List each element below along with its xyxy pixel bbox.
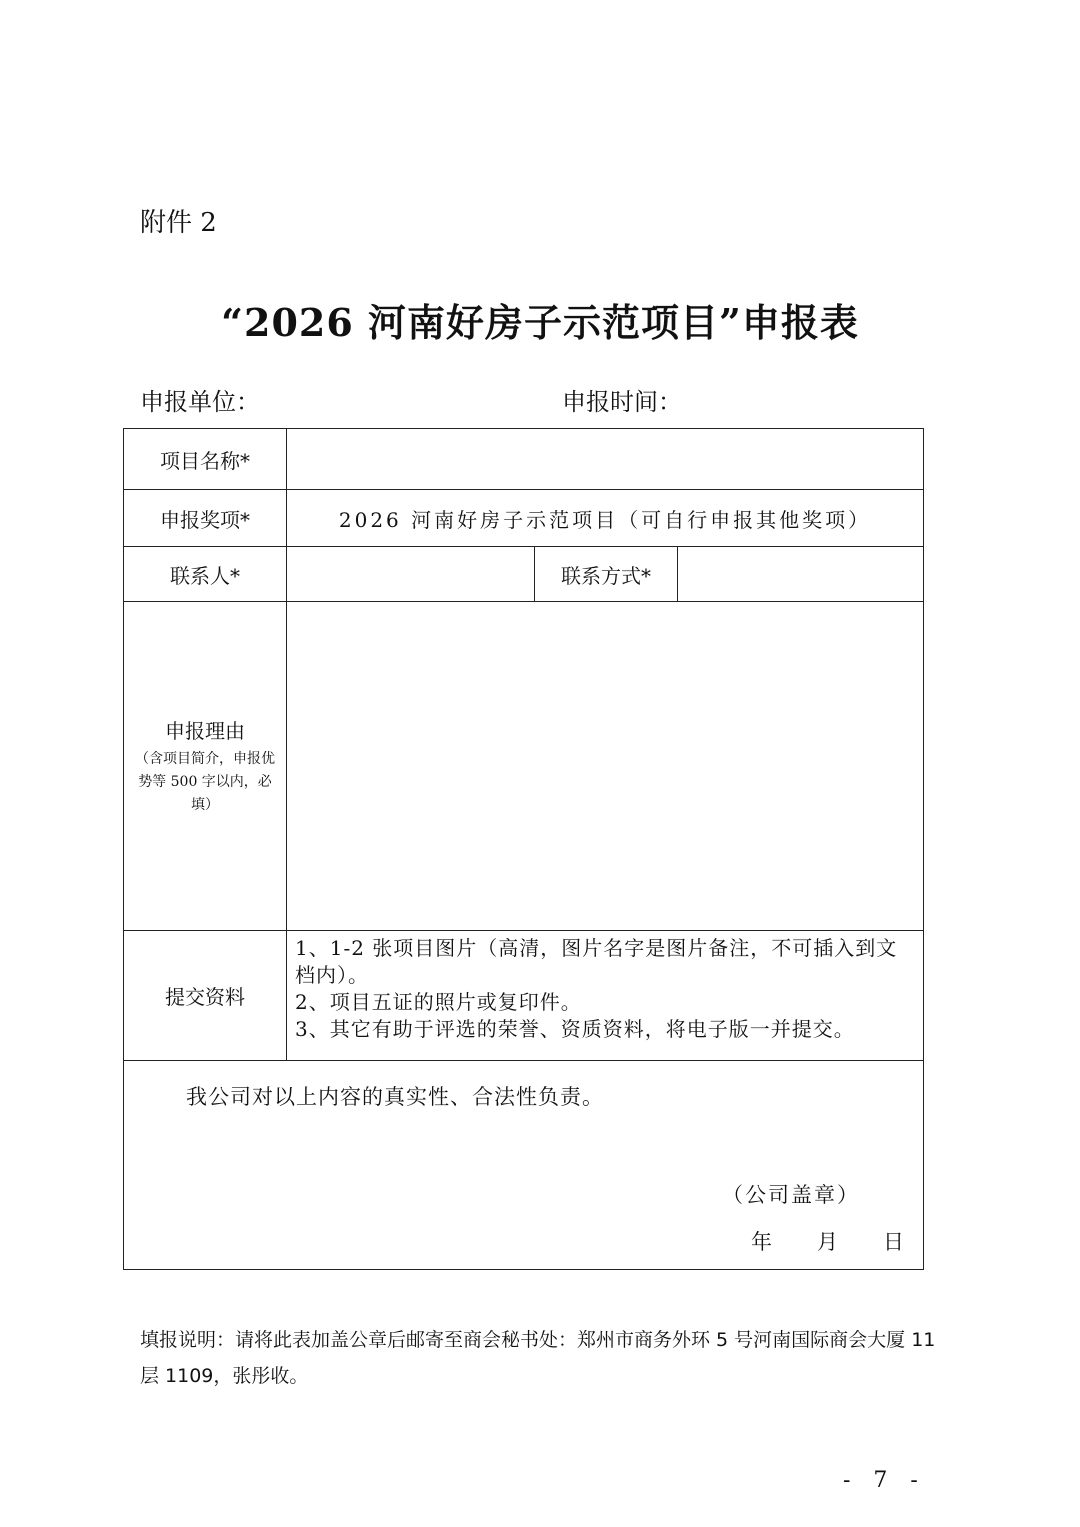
- declaration-text: 我公司对以上内容的真实性、合法性负责。: [186, 1085, 604, 1109]
- award-value: 2026 河南好房子示范项目（可自行申报其他奖项）: [287, 490, 924, 547]
- date-year-label: 年: [751, 1230, 772, 1254]
- page-number: - 7 -: [843, 1468, 926, 1493]
- row-materials: [124, 931, 924, 1061]
- declaration-cell: [124, 1061, 924, 1270]
- reason-label: 申报理由: [165, 719, 245, 743]
- contact-method-field[interactable]: [678, 547, 924, 602]
- row-project-name: [124, 429, 924, 490]
- reason-note: （含项目简介，申报优势等 500 字以内，必填）: [135, 751, 275, 813]
- reason-field[interactable]: [287, 602, 924, 931]
- form-title: “2026 河南好房子示范项目”申报表: [221, 300, 859, 345]
- contact-person-label: 联系人*: [124, 547, 287, 602]
- company-seal-label: （公司盖章）: [722, 1183, 860, 1207]
- materials-item: 3、其它有助于评选的荣誉、资质资料，将电子版一并提交。: [295, 1017, 855, 1041]
- application-time-label: 申报时间：: [562, 388, 682, 416]
- applicant-unit-label: 申报单位：: [140, 388, 260, 416]
- reason-label-cell: [124, 602, 287, 931]
- date-day-label: 日: [883, 1230, 904, 1254]
- row-declaration: [124, 1061, 924, 1270]
- row-contact: [124, 547, 924, 602]
- materials-item: 2、项目五证的照片或复印件。: [295, 990, 582, 1014]
- date-month-label: 月: [817, 1230, 838, 1254]
- contact-method-label: 联系方式*: [535, 547, 678, 602]
- application-form-table: [123, 428, 924, 1270]
- materials-item: 1、1-2 张项目图片（高清，图片名字是图片备注，不可插入到文档内）。: [295, 936, 898, 987]
- materials-list: [287, 931, 924, 1061]
- signature-date: [751, 1226, 904, 1256]
- materials-label: 提交资料: [124, 931, 287, 1061]
- row-award: [124, 490, 924, 547]
- row-reason: [124, 602, 924, 931]
- project-name-label: 项目名称*: [124, 429, 287, 490]
- contact-person-field[interactable]: [287, 547, 535, 602]
- project-name-field[interactable]: [287, 429, 924, 490]
- attachment-label: 附件 2: [140, 208, 217, 238]
- filling-instructions: 填报说明：请将此表加盖公章后邮寄至商会秘书处：郑州市商务外环 5 号河南国际商会大厦 11 层 1109，张彤收。: [140, 1329, 936, 1387]
- award-label: 申报奖项*: [124, 490, 287, 547]
